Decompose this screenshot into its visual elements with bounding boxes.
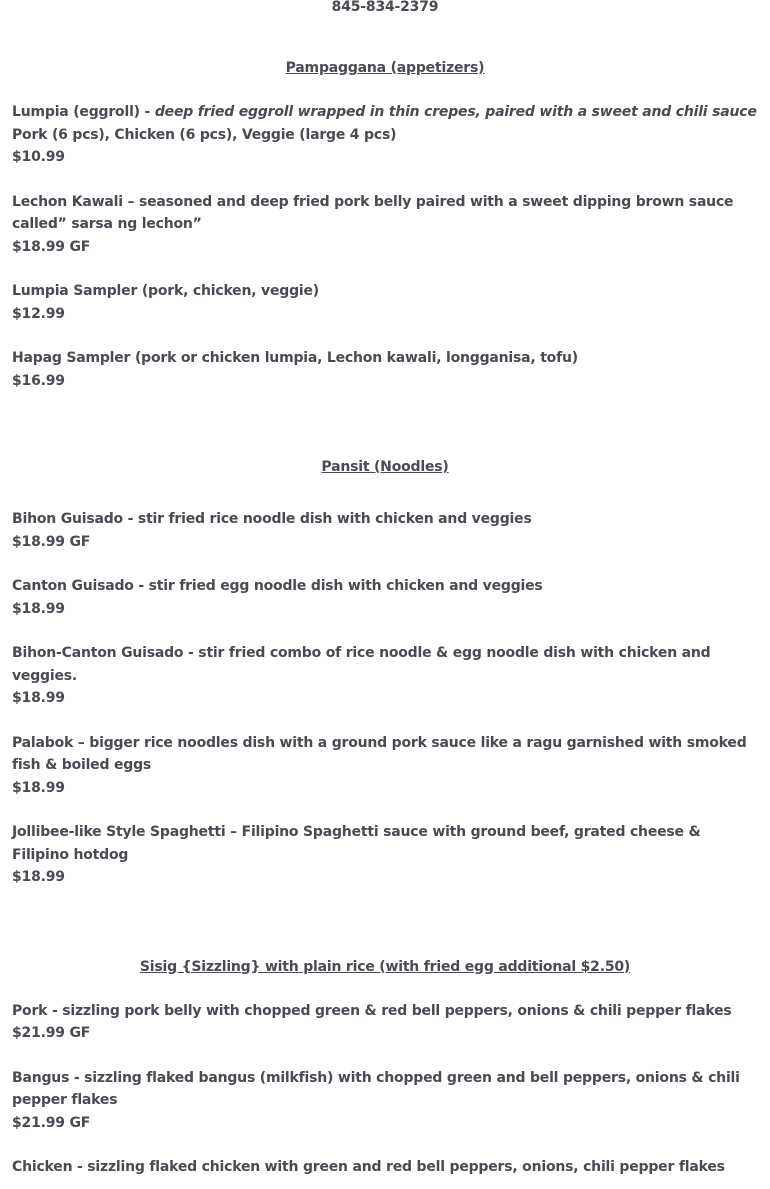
menu-item-price: $21.99 GF: [12, 1114, 91, 1131]
menu-item-sisig-pork: [12, 1000, 758, 1045]
menu-item-description: Lumpia Sampler (pork, chicken, veggie): [12, 283, 319, 299]
menu-item-lumpia-sampler: [12, 280, 758, 325]
menu-item-price: $10.99: [12, 149, 65, 165]
menu-item-description: Bihon-Canton Guisado - stir fried combo of rice noodle & egg noodle dish with chicken and veggies.: [12, 645, 711, 684]
menu-item-price: $18.99: [12, 869, 65, 885]
section-heading-sisig: Sisig {Sizzling} with plain rice (with fried egg additional $2.50): [139, 958, 631, 975]
menu-item-description: Palabok – bigger rice noodles dish with a ground pork sauce like a ragu garnished with smoked fish & boiled eggs: [12, 734, 747, 773]
menu-item-options: Pork (6 pcs), Chicken (6 pcs), Veggie (large 4 pcs): [12, 126, 397, 143]
menu-item-lechon-kawali: [12, 191, 758, 259]
menu-item-description: Bihon Guisado - stir fried rice noodle dish with chicken and veggies: [12, 511, 532, 527]
menu-item-sisig-chicken: [12, 1156, 758, 1179]
menu-item-bihon-canton-guisado: [12, 642, 758, 710]
menu-item-price: $18.99: [12, 600, 65, 617]
menu-item-spaghetti: [12, 821, 758, 889]
menu-item-description: Lechon Kawali – seasoned and deep fried pork belly paired with a sweet dipping brown sauce called” sarsa ng lechon”: [12, 193, 734, 232]
menu-item-canton-guisado: [12, 575, 758, 620]
menu-item-description: Jollibee-like Style Spaghetti – Filipino Spaghetti sauce with ground beef, grated cheese & Filipino hotdog: [12, 824, 701, 863]
menu-item-price: $18.99 GF: [12, 533, 91, 550]
menu-item-description: Pork - sizzling pork belly with chopped green & red bell peppers, onions & chili pepper flakes: [12, 1002, 732, 1019]
menu-item-name: Lumpia (eggroll) -: [12, 104, 155, 120]
menu-item-description: Canton Guisado - stir fried egg noodle dish with chicken and veggies: [12, 578, 543, 594]
menu-item-price: $12.99: [12, 305, 65, 322]
menu-item-description: Bangus - sizzling flaked bangus (milkfish) with chopped green and bell peppers, onions & chili pepper flakes: [12, 1069, 740, 1108]
menu-page: [12, 0, 758, 1179]
section-heading-noodles: Pansit (Noodles): [321, 459, 449, 475]
menu-item-sisig-bangus: [12, 1067, 758, 1135]
menu-item-palabok: [12, 732, 758, 800]
menu-item-price: $21.99 GF: [12, 1025, 91, 1041]
menu-item-price: $18.99: [12, 690, 65, 706]
menu-item-bihon-guisado: [12, 508, 758, 553]
menu-item-lumpia: [12, 101, 758, 169]
section-heading-appetizers: Pampaggana (appetizers): [285, 60, 485, 76]
menu-item-description: Hapag Sampler (pork or chicken lumpia, Lechon kawali, longganisa, tofu): [12, 350, 578, 366]
menu-item-price: $16.99: [12, 372, 65, 389]
menu-item-description: [12, 101, 758, 146]
menu-item-hapag-sampler: [12, 347, 758, 392]
menu-item-italic-description: deep fried eggroll wrapped in thin crepes, paired with a sweet and chili sauce: [154, 104, 757, 120]
phone-number: 845-834-2379: [331, 0, 439, 15]
menu-item-price: $18.99: [12, 779, 65, 796]
menu-item-description: Chicken - sizzling flaked chicken with green and red bell peppers, onions, chili pepper flakes: [12, 1159, 725, 1175]
menu-item-price: $18.99 GF: [12, 238, 91, 255]
